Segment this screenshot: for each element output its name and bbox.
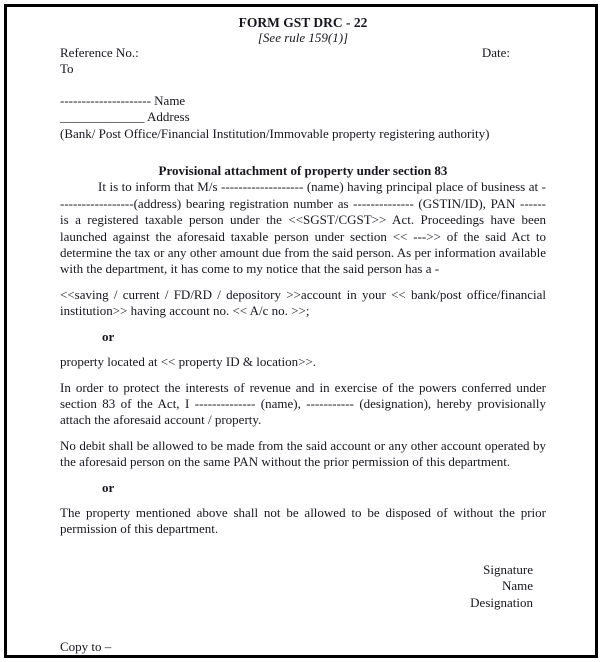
rule-reference: [See rule 159(1)] bbox=[257, 30, 349, 45]
recipient-authority-note: (Bank/ Post Office/Financial Institution/Immovable property registering authority) bbox=[60, 125, 490, 141]
paragraph-attach: In order to protect the interests of revenue and in exercise of the powers conferred under section 83 of the Act, I -------------- (name), ----------- (designation), hereby provisionally attach the aforesaid account / property. bbox=[60, 379, 546, 428]
paragraph-property: property located at << property ID & location>>. bbox=[60, 354, 317, 370]
reference-date-row bbox=[60, 45, 546, 61]
signature-name-label: Name bbox=[501, 578, 533, 594]
recipient-address-line: _____________ Address bbox=[60, 109, 190, 125]
to-label: To bbox=[60, 61, 74, 77]
or-separator-2: or bbox=[102, 479, 115, 495]
form-title: FORM GST DRC - 22 bbox=[238, 15, 368, 30]
or-separator-1: or bbox=[102, 328, 115, 344]
recipient-block bbox=[60, 93, 546, 142]
paragraph-no-debit: No debit shall be allowed to be made from the said account or any other account operated by the aforesaid person on the same PAN without the prior permission of this department. bbox=[60, 437, 546, 470]
signature-label: Signature bbox=[483, 561, 533, 577]
signature-block bbox=[60, 562, 546, 611]
reference-no-label: Reference No.: bbox=[60, 45, 139, 60]
subject-heading: Provisional attachment of property under section 83 bbox=[158, 163, 448, 179]
recipient-name-line: --------------------- Name bbox=[60, 92, 186, 108]
paragraph-account: <<saving / current / FD/RD / depository >>account in your << bank/post office/financial institution>> having account no. << A/c no. >>; bbox=[60, 286, 546, 319]
paragraph-intro: It is to inform that M/s ------------------- (name) having principal place of business at ------------------(address) bearing registration number as -------------- (GSTIN/ID), PAN ------ is a registered taxable person under the <<SGST/CGST>> Act. Proceedings have been launched against the aforesaid taxable person under section << --->> of the said Act to determine the tax or any other amount due from the said person. As per information available with the department, it has come to my notice that the said person has a - bbox=[60, 179, 546, 277]
form-content bbox=[7, 7, 595, 655]
signature-designation-label: Designation bbox=[470, 594, 533, 610]
copy-to-label: Copy to – bbox=[60, 638, 112, 654]
date-label: Date: bbox=[481, 45, 510, 60]
paragraph-no-disposal: The property mentioned above shall not be allowed to be disposed of without the prior permission of this department. bbox=[60, 504, 546, 537]
